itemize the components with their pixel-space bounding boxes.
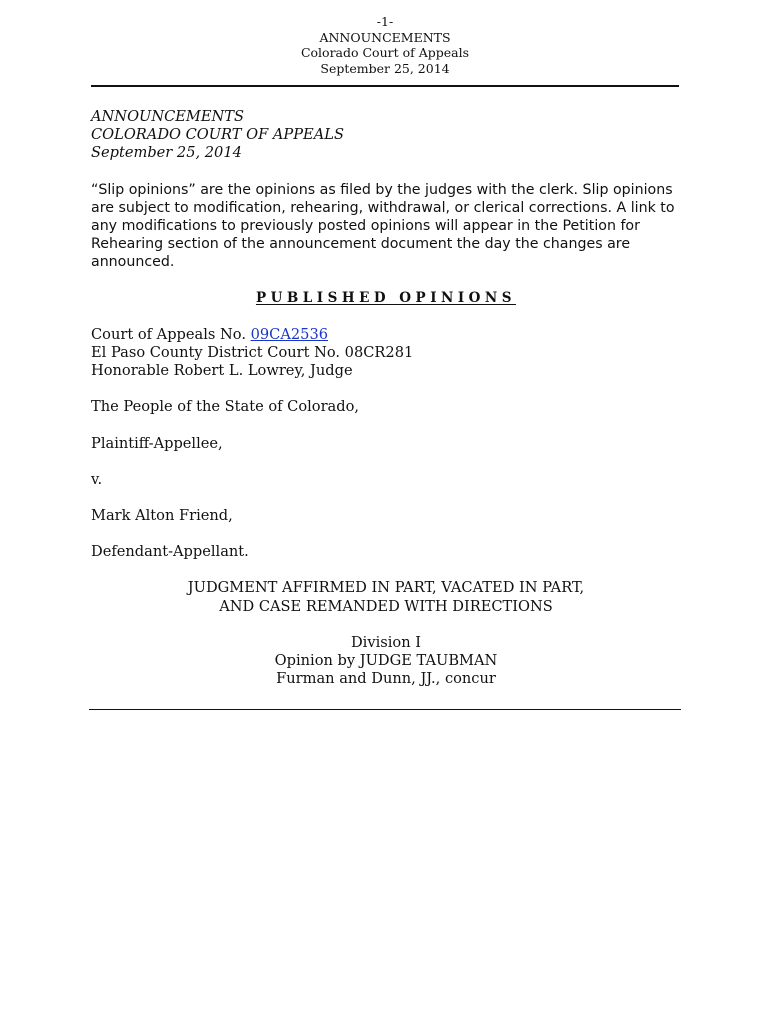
- coa-prefix: Court of Appeals No.: [91, 325, 251, 343]
- announcement-heading: [91, 108, 681, 163]
- plaintiff-name: The People of the State of Colorado,: [91, 398, 360, 416]
- document-body: [91, 108, 681, 688]
- header-title: ANNOUNCEMENTS: [319, 29, 451, 45]
- announcement-title: ANNOUNCEMENTS: [91, 108, 245, 125]
- announcement-date: September 25, 2014: [91, 144, 242, 162]
- trial-judge: Honorable Robert L. Lowrey, Judge: [91, 362, 353, 380]
- header-court: Colorado Court of Appeals: [300, 45, 470, 60]
- district-court-number: El Paso County District Court No. 08CR281: [91, 344, 414, 362]
- plaintiff-role: Plaintiff-Appellee,: [91, 434, 223, 452]
- header-divider: [91, 85, 679, 87]
- opinion-author: Opinion by JUDGE TAUBMAN: [274, 652, 498, 670]
- judgment-line-2: AND CASE REMANDED WITH DIRECTIONS: [219, 597, 553, 615]
- case-info: [91, 326, 681, 381]
- division-info: [91, 634, 681, 689]
- published-opinions-heading: PUBLISHED OPINIONS: [255, 289, 517, 306]
- header-date: September 25, 2014: [320, 60, 450, 76]
- court-of-appeals-number: [91, 326, 681, 344]
- defendant-role: Defendant-Appellant.: [91, 543, 249, 561]
- page-number: -1-: [376, 14, 394, 29]
- page-header: [0, 14, 770, 76]
- defendant-name: Mark Alton Friend,: [91, 507, 233, 525]
- division: Division I: [350, 633, 422, 651]
- judgment-line-1: JUDGMENT AFFIRMED IN PART, VACATED IN PART,: [187, 579, 585, 597]
- slip-opinions-paragraph: “Slip opinions” are the opinions as filed by the judges with the clerk. Slip opinions are subject to modification, rehearing, withdrawal, or clerical corrections. A link to any modifications to previously posted opinions will appear in the Petition for Rehearing section of the announcement document the day the changes are announced.: [91, 181, 675, 271]
- judgment: [91, 579, 681, 615]
- case-number-link[interactable]: 09CA2536: [250, 325, 329, 343]
- announcement-court: COLORADO COURT OF APPEALS: [91, 126, 344, 144]
- concurring-judges: Furman and Dunn, JJ., concur: [276, 670, 496, 688]
- section-divider: [89, 709, 681, 710]
- versus: v.: [91, 470, 103, 488]
